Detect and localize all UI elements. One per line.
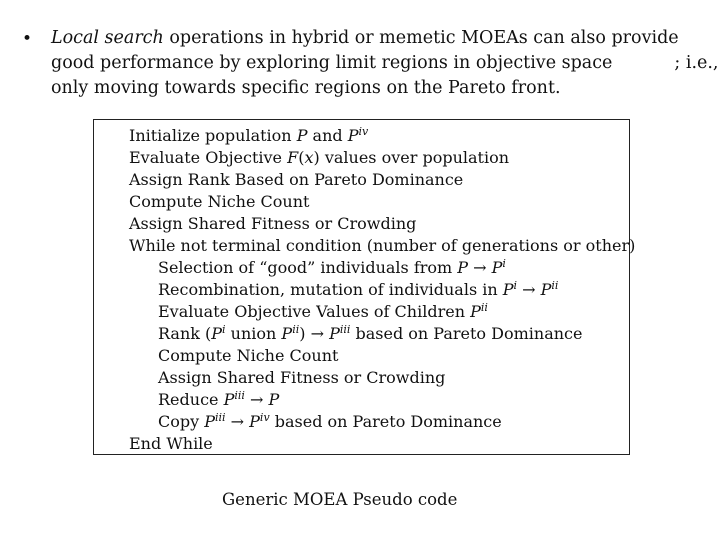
math-variable: F — [287, 148, 299, 167]
math-symbol — [503, 280, 517, 299]
line-text: Assign Rank Based on Pareto Dominance — [129, 170, 464, 189]
line-text-post: ) → — [299, 324, 330, 343]
math-variable: P — [470, 302, 481, 321]
line-connector: and — [307, 126, 348, 145]
figure-caption: Generic MOEA Pseudo code — [222, 490, 458, 509]
pseudocode-line — [129, 213, 635, 235]
line-text: Reduce — [158, 390, 224, 409]
math-variable: P — [204, 412, 216, 431]
math-symbol — [492, 258, 506, 277]
math-symbol — [329, 324, 350, 343]
math-symbol — [224, 390, 245, 409]
line-text: Copy — [158, 412, 205, 431]
pseudocode-line — [129, 367, 635, 389]
math-superscript: iii — [339, 323, 351, 336]
math-variable: P — [540, 280, 552, 299]
math-variable: P — [211, 324, 223, 343]
pseudocode-line — [129, 301, 635, 323]
line-connector: union — [225, 324, 282, 343]
pseudocode-lines — [129, 125, 635, 455]
line-text: Evaluate Objective — [129, 148, 288, 167]
line-connector: → — [225, 412, 250, 431]
pseudocode-line — [129, 389, 635, 411]
pseudocode-line — [129, 323, 635, 345]
bullet-line-2 — [51, 51, 719, 76]
math-symbol — [249, 412, 270, 431]
pseudocode-line — [129, 125, 635, 147]
line-text: Compute Niche Count — [129, 192, 310, 211]
math-symbol — [470, 302, 488, 321]
line-text: Evaluate Objective Values of Children — [158, 302, 471, 321]
math-variable: P — [268, 390, 280, 409]
bullet-line-2-a: good performance by exploring limit regions in objective space — [51, 53, 613, 73]
bullet-dot-icon: • — [22, 29, 33, 49]
line-text-post: ) values over population — [313, 148, 510, 167]
pseudocode-line — [129, 433, 635, 455]
line-text: Recombination, mutation of individuals in — [158, 280, 503, 299]
math-superscript: iii — [234, 389, 245, 402]
pseudocode-line — [129, 147, 635, 169]
bullet-emphasis: Local search — [51, 28, 164, 48]
line-connector: → — [244, 390, 269, 409]
math-superscript: iv — [259, 411, 270, 424]
math-symbol — [204, 412, 225, 431]
pseudocode-line — [129, 191, 635, 213]
line-text: Assign Shared Fitness or Crowding — [129, 214, 417, 233]
math-superscript: i — [222, 323, 226, 336]
math-superscript: iv — [358, 125, 369, 138]
pseudocode-line — [129, 411, 635, 433]
math-symbol — [541, 280, 559, 299]
math-symbol — [287, 148, 298, 167]
math-variable: P — [223, 390, 235, 409]
line-text: Assign Shared Fitness or Crowding — [158, 368, 446, 387]
pseudocode-line — [129, 235, 635, 257]
line-connector: → — [468, 258, 492, 277]
math-variable: P — [249, 412, 260, 431]
math-superscript: i — [502, 257, 506, 270]
pseudocode-line — [129, 345, 635, 367]
math-variable: P — [491, 258, 503, 277]
bullet-line-2-b: ; i.e., — [674, 53, 719, 73]
line-text: Compute Niche Count — [158, 346, 339, 365]
pseudocode-box — [93, 119, 636, 455]
line-text: Initialize population — [129, 126, 297, 145]
bullet-text — [51, 26, 719, 101]
math-variable: P — [347, 126, 359, 145]
pseudocode-line — [129, 257, 635, 279]
line-connector: → — [517, 280, 541, 299]
math-symbol — [281, 324, 299, 343]
line-text: Rank ( — [158, 324, 212, 343]
math-variable: x — [304, 148, 314, 167]
math-variable: P — [457, 258, 469, 277]
math-variable: P — [329, 324, 340, 343]
math-superscript: ii — [292, 323, 300, 336]
math-symbol — [268, 390, 279, 409]
line-text: Selection of “good” individuals from — [158, 258, 458, 277]
math-variable: P — [281, 324, 293, 343]
line-text-post: based on Pareto Dominance — [269, 412, 502, 431]
math-symbol — [457, 258, 468, 277]
line-connector: ( — [298, 148, 305, 167]
math-superscript: iii — [215, 411, 226, 424]
math-superscript: ii — [480, 301, 488, 314]
math-variable: P — [502, 280, 514, 299]
line-text: While not terminal condition (number of generations or other) — [129, 236, 636, 255]
line-text-tail: based on Pareto Dominance — [350, 324, 583, 343]
math-superscript: i — [513, 279, 518, 292]
bullet-line-3: only moving towards specific regions on the Pareto front. — [51, 78, 561, 98]
math-superscript: ii — [551, 279, 559, 292]
math-variable: P — [296, 126, 308, 145]
math-symbol — [297, 126, 308, 145]
math-symbol — [211, 324, 225, 343]
pseudocode-line — [129, 279, 635, 301]
math-symbol — [348, 126, 369, 145]
bullet-line-1 — [51, 26, 701, 51]
line-text: End While — [129, 434, 213, 453]
bullet-line-1-rest: operations in hybrid or memetic MOEAs can also provide — [163, 28, 679, 48]
pseudocode-line — [129, 169, 635, 191]
